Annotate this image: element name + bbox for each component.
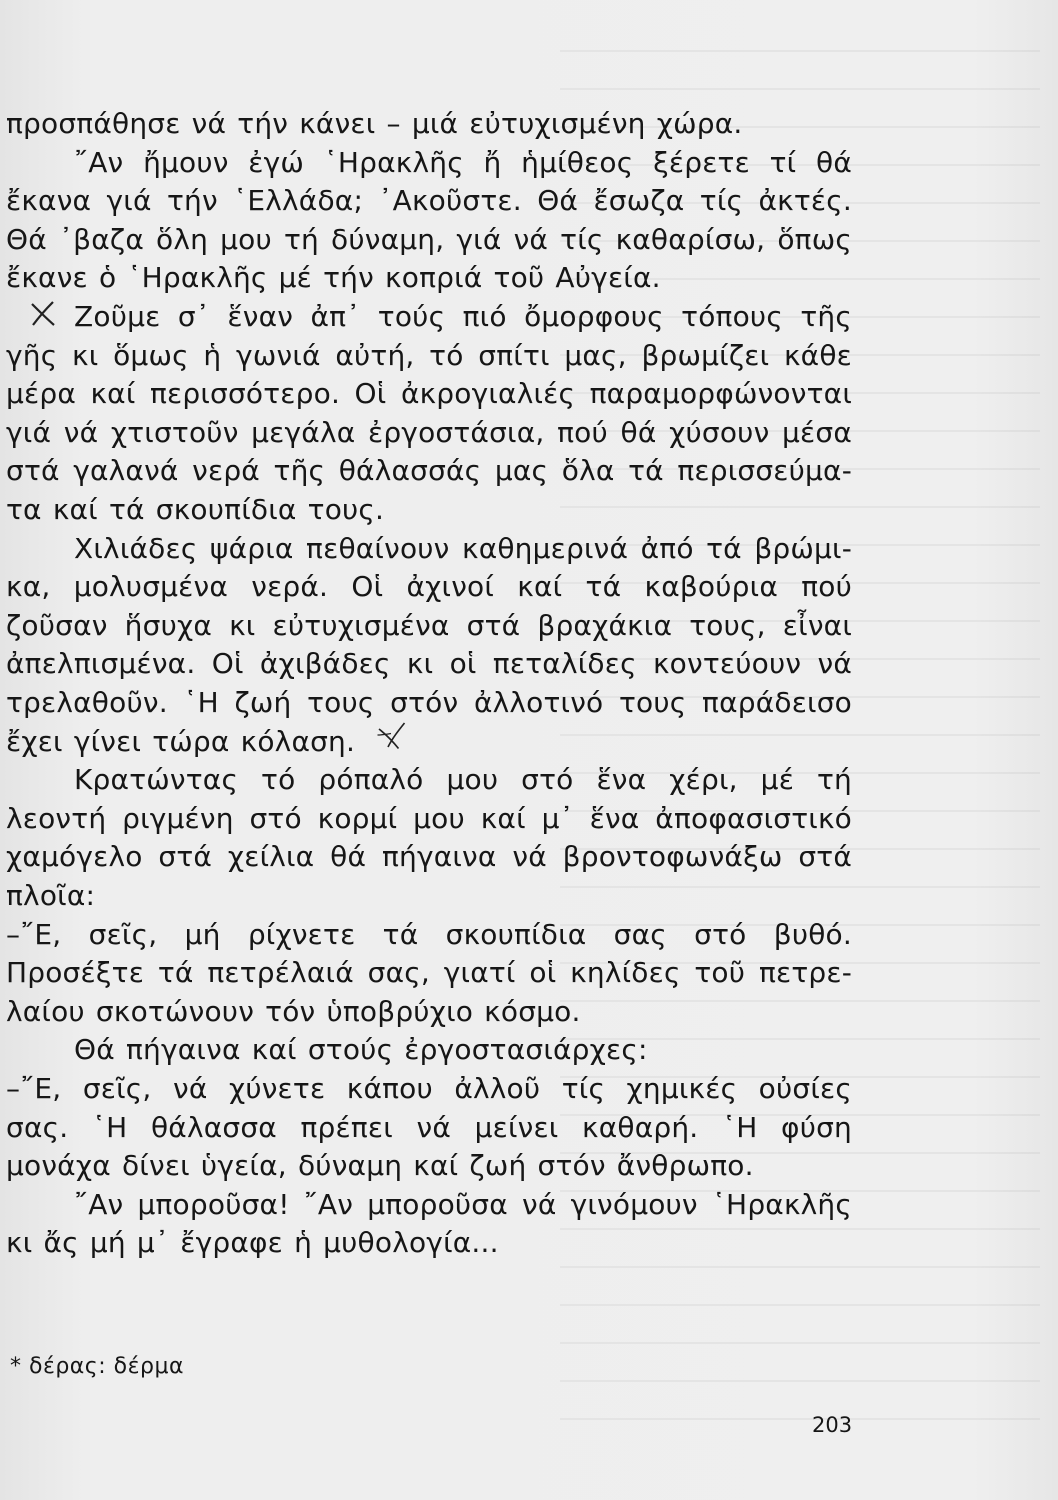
text-line: Χιλιάδες ψάρια πεθαίνουν καθημερινά ἀπό τά βρώμι- — [74, 531, 852, 565]
text-line: Θά ᾿βαζα ὅλη μου τή δύναμη, γιά νά τίς καθαρίσω, ὅπως — [6, 222, 852, 256]
text-line: τρελαθοῦν. ῾Η ζωή τους στόν ἀλλοτινό τους παράδεισο — [6, 686, 852, 719]
text-line: στά γαλανά νερά τῆς θάλασσάς μας ὅλα τά περισσεύμα- — [6, 454, 852, 488]
text-line: λεοντή ριγμένη στό κορμί μου καί μ᾿ ἕνα ἀποφασιστικό — [6, 801, 852, 835]
text-line: προσπάθησε νά τήν κάνει – μιά εὐτυχισμένη χώρα. — [6, 107, 743, 140]
text-line: μέρα καί περισσότερο. Οἱ ἀκρογιαλιές παραμορφώνονται — [6, 377, 852, 411]
text-line: ἔχει γίνει τώρα κόλαση. — [6, 724, 356, 758]
text-line: Κρατώντας τό ρόπαλό μου στό ἕνα χέρι, μέ τή — [74, 763, 852, 797]
handwritten-x-mark-icon — [28, 298, 58, 328]
text-line: ἀπελπισμένα. Οἱ ἀχιβάδες κι οἱ πεταλίδες κοντεύουν νά — [6, 647, 852, 681]
text-line: Θά πήγαινα καί στούς ἐργοστασιάρχες: — [74, 1033, 648, 1067]
text-line: τα καί τά σκουπίδια τους. — [6, 493, 385, 526]
text-line: –῎Ε, σεῖς, μή ρίχνετε τά σκουπίδια σας στό βυθό. — [6, 917, 852, 951]
text-line: χαμόγελο στά χείλια θά πήγαινα νά βροντοφωνάξω στά — [6, 840, 852, 874]
text-line: Προσέξτε τά πετρέλαιά σας, γιατί οἱ κηλίδες τοῦ πετρε- — [6, 956, 852, 990]
text-line: κα, μολυσμένα νερά. Οἱ ἀχινοί καί τά καβούρια πού — [6, 570, 852, 604]
text-line: ἔκανε ὁ ῾Ηρακλῆς μέ τήν κοπριά τοῦ Αὐγεία. — [6, 261, 661, 295]
text-line: ζοῦσαν ἥσυχα κι εὐτυχισμένα στά βραχάκια τους, εἶναι — [6, 608, 852, 642]
text-line: γῆς κι ὅμως ἡ γωνιά αὐτή, τό σπίτι μας, βρωμίζει κάθε — [6, 338, 852, 372]
text-line: ἔκανα γιά τήν ῾Ελλάδα; ᾿Ακοῦστε. Θά ἔσωζα τίς ἀκτές. — [6, 184, 852, 218]
text-line: –῎Ε, σεῖς, νά χύνετε κάπου ἀλλοῦ τίς χημικές οὐσίες — [6, 1072, 852, 1105]
page-number: 203 — [812, 1413, 853, 1437]
footnote: * δέρας: δέρμα — [10, 1354, 184, 1379]
handwritten-x-mark-icon — [376, 720, 406, 750]
text-line: σας. ῾Η θάλασσα πρέπει νά μείνει καθαρή. ῾Η φύση — [6, 1110, 852, 1144]
text-line: κι ἄς μή μ᾿ ἔγραφε ἡ μυθολογία... — [6, 1226, 499, 1260]
text-line: μονάχα δίνει ὑγεία, δύναμη καί ζωή στόν ἄνθρωπο. — [6, 1149, 754, 1183]
text-line: ῎Αν μποροῦσα! ῎Αν μποροῦσα νά γινόμουν ῾Ηρακλῆς — [74, 1187, 852, 1221]
text-line: Ζοῦμε σ᾿ ἕναν ἀπ᾿ τούς πιό ὄμορφους τόπους τῆς — [74, 300, 852, 333]
text-line: γιά νά χτιστοῦν μεγάλα ἐργοστάσια, πού θά χύσουν μέσα — [6, 415, 852, 449]
text-line: πλοῖα: — [6, 879, 96, 912]
text-line: λαίου σκοτώνουν τόν ὑποβρύχιο κόσμο. — [6, 994, 581, 1028]
text-line: ῎Αν ἤμουν ἐγώ ῾Ηρακλῆς ἤ ἡμίθεος ξέρετε τί θά — [74, 145, 852, 179]
